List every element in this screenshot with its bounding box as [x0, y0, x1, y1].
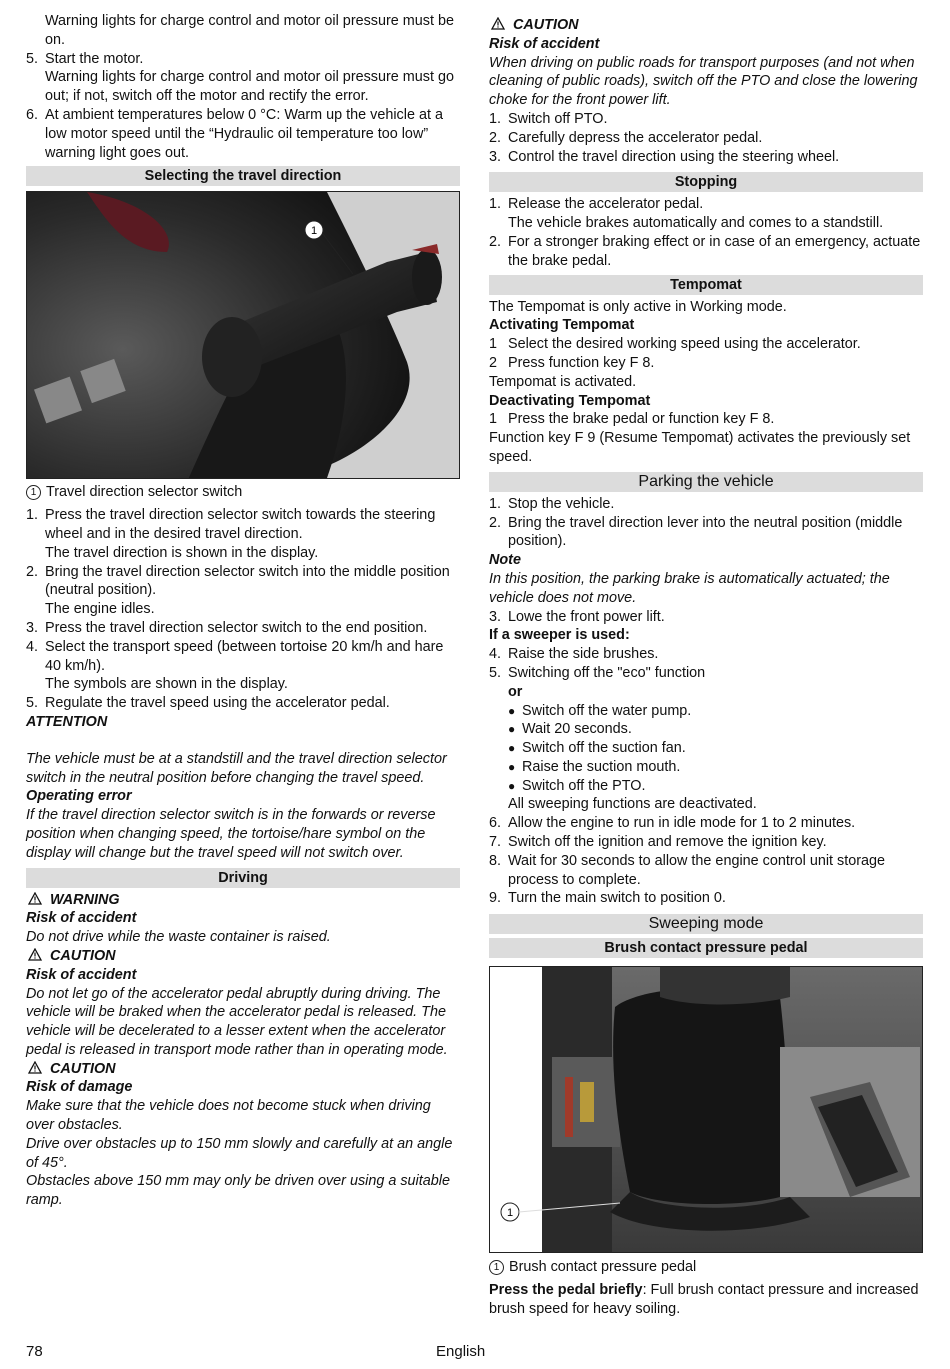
resume-text: Function key F 9 (Resume Tempomat) activates the previously set speed. [489, 430, 911, 465]
warning-risk: Risk of accident [26, 910, 137, 927]
list-item: 1. Press the travel direction selector switch towards the steering wheel and in the desired travel direction. The travel direction is shown in the display. [26, 507, 436, 561]
list-item: 5. Regulate the travel speed using the accelerator pedal. [26, 695, 390, 712]
list-item: 2. Bring the travel direction lever into the neutral position (middle position). [489, 514, 903, 550]
travel-selector-illustration [27, 192, 459, 478]
operating-error-label: Operating error [26, 788, 132, 805]
section-heading-tempomat: Tempomat [489, 275, 923, 295]
parking-steps [489, 495, 923, 551]
list-item: 1. Switch off PTO. [489, 110, 608, 127]
brush-pedal-illustration [490, 967, 922, 1252]
bullet-item: ● Switch off the water pump. [508, 702, 923, 721]
caution2-text-3: Obstacles above 150 mm may only be driven over using a suitable ramp. [26, 1173, 450, 1209]
section-heading-brush-pedal: Brush contact pressure pedal [489, 938, 923, 958]
tempomat-intro: The Tempomat is only active in Working mode. [489, 298, 787, 315]
callout-number: 1 [489, 1260, 504, 1275]
warning-triangle-icon [26, 948, 44, 961]
section-heading-travel: Selecting the travel direction [26, 166, 460, 186]
caution2-heading: CAUTION [26, 1060, 460, 1079]
figure1-callout-label: 1 [310, 225, 318, 238]
footer-language: English [436, 1343, 486, 1360]
final-steps [489, 814, 923, 908]
deactivating-label: Deactivating Tempomat [489, 392, 651, 409]
travel-steps [26, 506, 460, 713]
warning-triangle-icon [489, 17, 507, 30]
warning-triangle-icon [26, 892, 44, 905]
caution1-text: Do not let go of the accelerator pedal abruptly during driving. The vehicle will be braked when the accelerator pedal is released. The vehicle will be decelerated to a lesser extent when the accelerator pedal is released in transport mode rather than in operating mode. [26, 985, 448, 1058]
brush-pedal-photo [489, 966, 923, 1253]
list-item: 7. Switch off the ignition and remove the ignition key. [489, 834, 827, 851]
bullet-item: ● Wait 20 seconds. [508, 720, 923, 739]
start-steps [26, 50, 460, 163]
list-item: 2. Carefully depress the accelerator pedal. [489, 129, 763, 146]
caution-steps [489, 110, 923, 166]
list-item: 5. Start the motor. Warning lights for charge control and motor oil pressure must go out; if not, switch off the motor and rectify the error. [26, 50, 454, 105]
section-heading-driving: Driving [26, 868, 460, 888]
caution1-heading: CAUTION [26, 947, 460, 966]
note-label: Note [489, 552, 521, 569]
attention-label: ATTENTION [26, 713, 108, 730]
right-column [489, 16, 923, 1319]
list-item: 1. Release the accelerator pedal. The vehicle brakes automatically and comes to a standstill. [489, 196, 884, 232]
bullet-item: ● Switch off the suction fan. [508, 739, 923, 758]
list-item: 9. Turn the main switch to position 0. [489, 890, 726, 907]
list-item: 3. Lowe the front power lift. [489, 608, 665, 625]
activating-label: Activating Tempomat [489, 317, 635, 334]
or-label: or [508, 683, 523, 700]
list-item: 8. Wait for 30 seconds to allow the engine control unit storage process to complete. [489, 852, 886, 888]
bullet-item: ● Raise the suction mouth. [508, 758, 923, 777]
caution2-risk: Risk of damage [26, 1079, 133, 1096]
caution2-text-2: Drive over obstacles up to 150 mm slowly and carefully at an angle of 45°. [26, 1135, 453, 1171]
figure2-callout-label: 1 [506, 1207, 514, 1220]
list-item: 6. Allow the engine to run in idle mode for 1 to 2 minutes. [489, 815, 856, 832]
activated-text: Tempomat is activated. [489, 373, 637, 390]
list-item: 1 Select the desired working speed using the accelerator. [489, 336, 861, 353]
bullet-item: ● Switch off the PTO. [508, 777, 923, 796]
figure2-caption: 1 Brush contact pressure pedal [489, 1258, 923, 1277]
section-heading-stopping: Stopping [489, 172, 923, 192]
list-item: 4. Raise the side brushes. [489, 646, 659, 663]
all-off-text: All sweeping functions are deactivated. [508, 796, 757, 813]
attention-text: The vehicle must be at a standstill and the travel direction selector switch in the neutral position before changing the travel speed. [26, 750, 447, 786]
page-number: 78 [26, 1343, 43, 1360]
section-heading-sweeping: Sweeping mode [489, 914, 923, 934]
left-column [26, 12, 460, 1210]
sweeper-steps [489, 645, 923, 683]
callout-number: 1 [26, 485, 41, 500]
parking-step-3 [489, 608, 923, 627]
figure1-caption: 1 Travel direction selector switch [26, 483, 460, 502]
caution-text: When driving on public roads for transport purposes (and not when cleaning of public roads), switch off the PTO and close the lowering choke for the front power lift. [489, 54, 918, 109]
activating-steps [489, 335, 923, 373]
caution-risk: Risk of accident [489, 35, 600, 52]
list-item: 3. Press the travel direction selector switch to the end position. [26, 619, 428, 636]
note-text: In this position, the parking brake is automatically actuated; the vehicle does not move. [489, 570, 890, 606]
list-item: 2. For a stronger braking effect or in case of an emergency, actuate the brake pedal. [489, 233, 921, 269]
list-item: 2. Bring the travel direction selector switch into the middle position (neutral position). The engine idles. [26, 563, 450, 618]
caution2-text-1: Make sure that the vehicle does not become stuck when driving over obstacles. [26, 1098, 431, 1134]
warning-triangle-icon [26, 1061, 44, 1074]
stopping-steps [489, 195, 923, 270]
list-item: 2 Press function key F 8. [489, 354, 655, 371]
sweeper-label: If a sweeper is used: [489, 627, 630, 644]
operating-error-text: If the travel direction selector switch is in the forwards or reverse position when changing speed, the tortoise/hare symbol on the display will change but the travel speed will not switch over. [26, 807, 436, 861]
press-pedal-text: Press the pedal briefly: Full brush contact pressure and increased brush speed for heavy soiling. [489, 1282, 919, 1317]
list-item: 4. Select the transport speed (between tortoise 20 km/h and hare 40 km/h). The symbols are shown in the display. [26, 638, 444, 693]
list-item: 1 Press the brake pedal or function key F 8. [489, 411, 775, 428]
section-heading-parking: Parking the vehicle [489, 472, 923, 492]
deactivating-steps [489, 410, 923, 429]
intro-continued: Warning lights for charge control and motor oil pressure must be on. [45, 13, 454, 48]
list-item: 6. At ambient temperatures below 0 °C: Warm up the vehicle at a low motor speed until the “Hydraulic oil temperature too low” warning light goes out. [26, 106, 443, 161]
list-item: 1. Stop the vehicle. [489, 495, 615, 512]
eco-bullets [489, 702, 923, 796]
warning-heading: WARNING [26, 891, 460, 910]
caution1-risk: Risk of accident [26, 966, 137, 983]
list-item: 3. Control the travel direction using the steering wheel. [489, 148, 840, 165]
list-item: 5. Switching off the "eco" function [489, 664, 706, 681]
travel-selector-photo [26, 191, 460, 479]
warning-text: Do not drive while the waste container is raised. [26, 929, 331, 946]
caution-heading: CAUTION [489, 16, 923, 35]
